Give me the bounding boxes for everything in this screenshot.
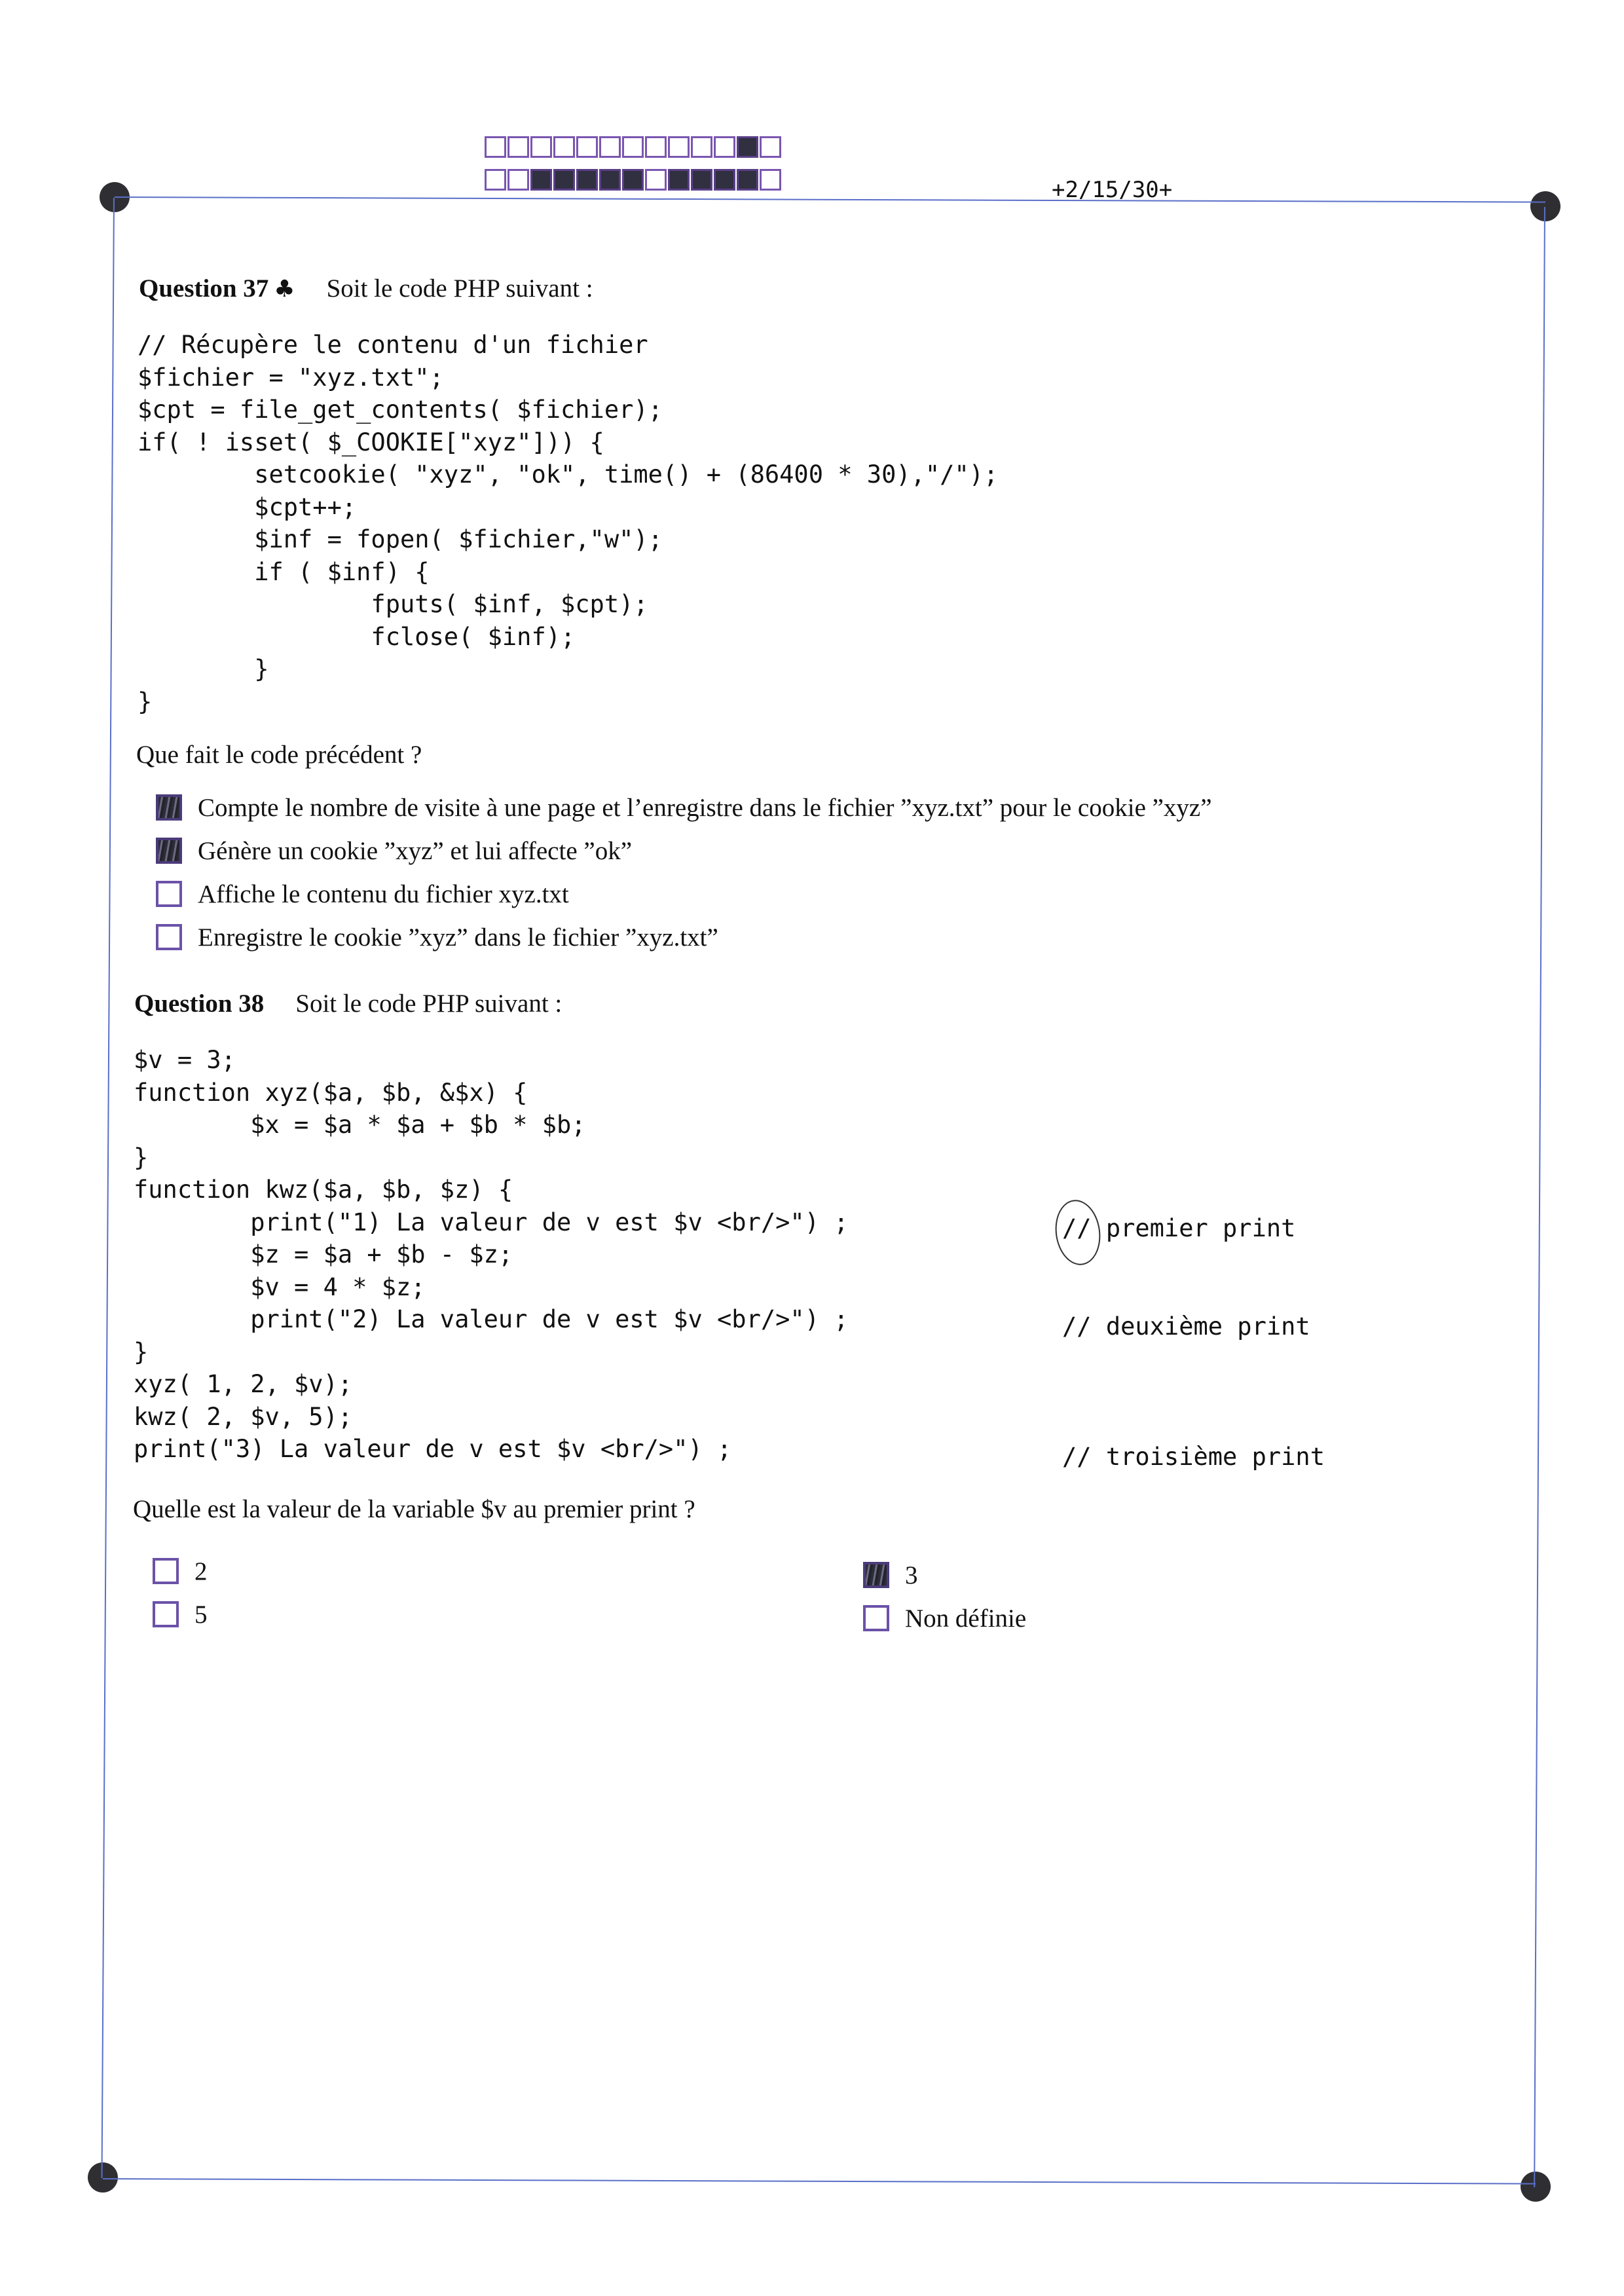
id-grid-cell (668, 169, 690, 191)
q38-intro: Soit le code PHP suivant : (295, 990, 563, 1018)
answer-checkbox[interactable] (156, 838, 182, 864)
q37-answer-3[interactable] (156, 872, 1212, 916)
id-grid-cell (530, 169, 552, 191)
id-grid-cell (576, 136, 598, 158)
answer-label: Affiche le contenu du fichier xyz.txt (198, 880, 569, 908)
answer-label: Génère un cookie ”xyz” et lui affecte ”ok” (198, 836, 632, 865)
q37-intro: Soit le code PHP suivant : (326, 274, 593, 303)
q38-answer-5[interactable] (153, 1593, 208, 1636)
id-grid-cell (576, 169, 598, 191)
answer-checkbox[interactable] (156, 881, 182, 907)
id-grid-cell (714, 169, 735, 191)
answer-label: 2 (194, 1557, 208, 1585)
q38-question: Quelle est la valeur de la variable $v au premier print ? (133, 1495, 695, 1523)
frame-right-line (1534, 207, 1545, 2187)
frame-left-line (101, 198, 115, 2178)
answer-label: Non définie (905, 1604, 1027, 1633)
id-grid-cell (530, 136, 552, 158)
comment-third-print: // troisième print (1062, 1443, 1325, 1471)
id-grid-cell (737, 136, 758, 158)
answer-label: 3 (905, 1561, 918, 1589)
q37-answer-2[interactable] (156, 829, 1212, 872)
q38-answer-3[interactable] (863, 1553, 1026, 1597)
q37-answer-1[interactable] (156, 786, 1212, 829)
q38-number: Question 38 (134, 990, 265, 1018)
q38-answers-right (863, 1553, 1026, 1640)
corner-marker-top-right (1530, 191, 1560, 221)
corner-marker-bottom-right (1521, 2172, 1551, 2202)
id-grid-cell (668, 136, 690, 158)
answer-checkbox[interactable] (863, 1605, 889, 1631)
id-grid-cell (485, 169, 506, 191)
q37-answers (156, 786, 1212, 959)
id-grid-row-2 (485, 169, 783, 194)
q38-answers-left (153, 1549, 208, 1636)
id-grid-cell (760, 169, 781, 191)
answer-checkbox[interactable] (153, 1601, 179, 1627)
frame-top-line (115, 196, 1545, 203)
answer-checkbox[interactable] (156, 794, 182, 821)
q38-header (134, 989, 562, 1018)
id-grid-cell (760, 136, 781, 158)
answer-label: Enregistre le cookie ”xyz” dans le fichier ”xyz.txt” (198, 923, 718, 952)
q37-code-block: // Récupère le contenu d'un fichier $fichier = "xyz.txt"; $cpt = file_get_contents( $fichier); if( ! isset( $_COOKIE["xyz"])) { setcookie( "xyz", "ok", time() + (86400 * 30),"/"); $cpt++; $inf = fopen( $fichier,"w"); if ( $inf) { fputs( $inf, $cpt); fclose( $inf); } } (138, 331, 999, 716)
id-grid-cell (714, 136, 735, 158)
id-grid-cell (485, 136, 506, 158)
q38-code-block: $v = 3; function xyz($a, $b, &$x) { $x = $a * $a + $b * $b; } function kwz($a, $b, $z) { print("1) La valeur de v est $v <br/>") ; $z = $a + $b - $z; $v = 4 * $z; print("2) La valeur de v est $v <br/>") ; } xyz( 1, 2, $v); kwz( 2, $v, 5); print("3) La valeur de v est $v <br/>") ; (134, 1046, 849, 1463)
id-grid-cell (645, 169, 667, 191)
id-grid-cell (507, 169, 529, 191)
id-grid-cell (737, 169, 758, 191)
id-grid-cell (622, 136, 644, 158)
q37-answer-4[interactable] (156, 916, 1212, 959)
id-grid-cell (599, 136, 621, 158)
id-grid-cell (691, 136, 712, 158)
id-grid-cell (553, 169, 575, 191)
answer-label: Compte le nombre de visite à une page et l’enregistre dans le fichier ”xyz.txt” pour le cookie ”xyz” (198, 793, 1212, 822)
comment-second-print: // deuxième print (1062, 1312, 1310, 1341)
comment-first-print: // premier print (1062, 1214, 1296, 1242)
page-id: +2/15/30+ (1052, 177, 1173, 203)
id-grid (485, 136, 783, 194)
q38-answer-non-definie[interactable] (863, 1597, 1026, 1640)
id-grid-row-1 (485, 136, 783, 161)
answer-label: 5 (194, 1600, 208, 1629)
id-grid-cell (507, 136, 529, 158)
q37-question: Que fait le code précédent ? (136, 741, 422, 769)
answer-checkbox[interactable] (156, 924, 182, 950)
club-icon: ♣ (274, 276, 295, 303)
answer-checkbox[interactable] (153, 1558, 179, 1584)
frame-bottom-line (103, 2178, 1536, 2185)
q37-header (139, 274, 593, 303)
id-grid-cell (691, 169, 712, 191)
id-grid-cell (599, 169, 621, 191)
id-grid-cell (622, 169, 644, 191)
q37-number: Question 37 (139, 274, 269, 303)
id-grid-cell (645, 136, 667, 158)
q38-answer-2[interactable] (153, 1549, 208, 1593)
answer-checkbox[interactable] (863, 1562, 889, 1588)
id-grid-cell (553, 136, 575, 158)
